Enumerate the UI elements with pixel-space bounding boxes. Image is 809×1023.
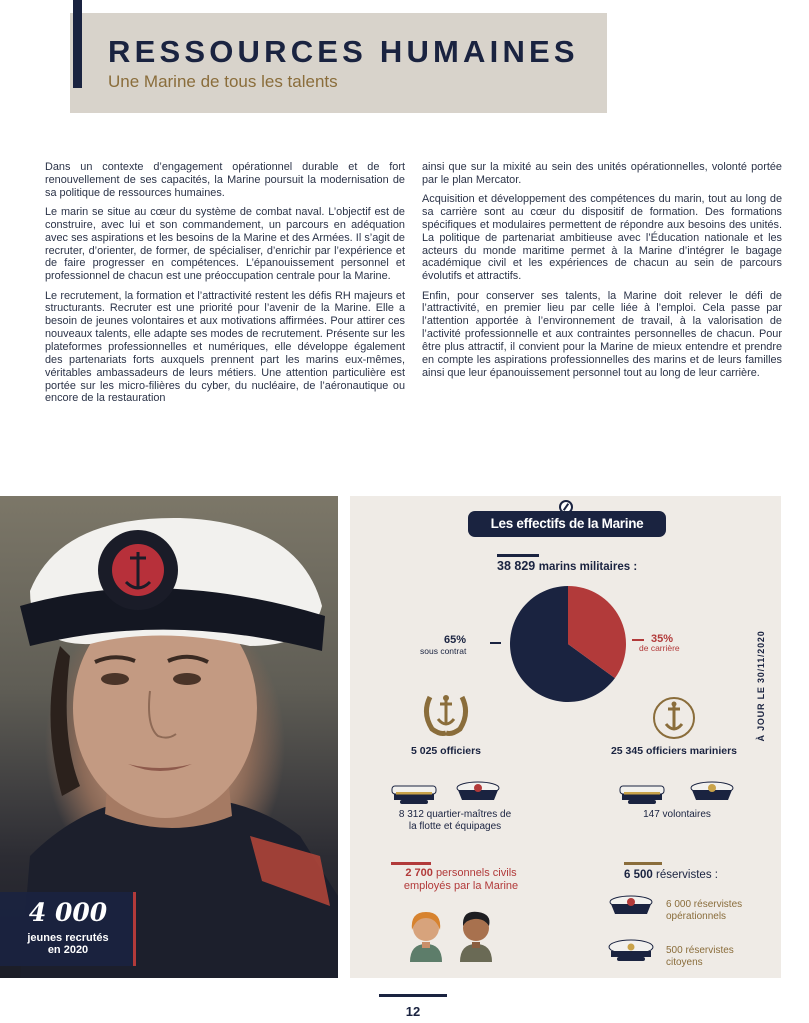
res-op-line: opérationnels — [666, 911, 727, 922]
leader-line — [632, 639, 644, 641]
reservistes-label: réservistes : — [655, 869, 718, 881]
pie-right-label: de carrière — [639, 643, 680, 653]
res-cit-line: citoyens — [666, 957, 703, 968]
reservistes-operationnels — [666, 899, 742, 923]
infographic-title: Les effectifs de la Marine — [468, 511, 666, 537]
infographic-panel: Les effectifs de la Marine À JOUR LE 30/11/2020 38 829 marins militaires : 65% sous contrat 35% de carrière 5 025 officiers 25 345 officiers mariniers 8 312 quartier-maîtres de la flotte et équipages 147 volontaires 2 700 personnels civils employés par la Marine 6 500 réservistes : 6 000 réservistes opérationnels 500 réservistes citoyens — [350, 496, 781, 978]
reservistes-number: 6 500 — [624, 869, 653, 881]
sailor-cap-icon — [454, 780, 502, 804]
officers-anchor-wreath-icon — [420, 689, 472, 737]
paragraph: Le marin se situe au cœur du système de combat naval. L’objectif est de construire, avec lui et son commandement, un parcours en adéquation avec ses aspirations et les besoins de la Marine et des Armées. Il s’agit de recruter, d’orienter, de former, de spécialiser, d’enrichir par l’expérience et de faire progresser en compétences. L’épanouissement personnel et professionnel de chacun est une préoccupation centrale pour la Marine. — [45, 206, 405, 283]
civils-line: employés par la Marine — [403, 880, 519, 892]
qm-line: 8 312 quartier-maîtres de — [398, 809, 512, 820]
divider — [497, 554, 539, 557]
paragraph: Dans un contexte d’engagement opérationnel durable et de fort renouvellement de ses capacités, la Marine poursuit la modernisation de sa politique de ressources humaines. — [45, 161, 405, 199]
paragraph: Le recrutement, la formation et l’attractivité restent les défis RH majeurs et structurants. Recruter est une priorité pour l’avenir de la Marine. Elle a besoin de jeunes volontaires et aux motivations affirmées. Pour attirer ces nouveaux talents, elle adapte ses modes de recrutement. Présente sur les plateformes professionnelles et numériques, elle développe également des partenariats forts auxquels prennent part les marins eux-mêmes, véritables ambassadeurs de leurs métiers. Une attention particulière est portée sur les micro-filières du cyber, du nucléaire, de l’aéronautique ou encore de la restauration — [45, 289, 405, 405]
sailor-photo — [0, 496, 338, 978]
volontaires-count: 147 volontaires — [643, 809, 711, 820]
res-op-line: 6 000 réservistes — [666, 899, 743, 910]
pie-left-pct: 65% — [444, 634, 467, 646]
leader-line — [490, 642, 501, 644]
military-pie-chart — [508, 584, 628, 704]
civils-number: 2 700 — [405, 867, 433, 879]
pie-left-label: sous contrat — [420, 646, 467, 656]
text-column-right — [422, 161, 782, 386]
pie-right-pct: 35% — [651, 633, 674, 645]
recruits-label — [0, 932, 136, 956]
reserve-cap-icon — [607, 894, 655, 918]
paragraph: Enfin, pour conserver ses talents, la Marine doit relever le défi de l’attractivité, en premier lieu par celle liée à l’emploi. Cela passe par l’attention apportée à l’environnement de travail, à la valorisation de l’activité professionnelle et aux contraintes personnelles de chacun. Pour être plus attractif, il convient pour la Marine de mieux entendre et prendre en compte les aspirations professionnelles des marins et de leurs familles ainsi que leur épanouissement personnel tout au long de leur carrière. — [422, 289, 782, 379]
civils-line: personnels civils — [435, 867, 517, 879]
text-column-left — [45, 161, 405, 412]
officiers-mariniers-anchor-icon — [652, 696, 696, 740]
divider — [624, 862, 662, 865]
recruits-stat-box — [0, 892, 136, 966]
officiers-mariniers-count: 25 345 officiers mariniers — [610, 745, 738, 757]
man-civilian-icon — [454, 906, 498, 962]
military-total-label: marins militaires : — [538, 561, 638, 573]
paragraph: ainsi que sur la mixité au sein des unités opérationnelles, volonté portée par le plan Mercator. — [422, 161, 782, 186]
divider — [391, 862, 431, 865]
officer-cap-icon — [390, 782, 438, 806]
quartier-maitres-count — [390, 809, 520, 833]
page-title: RESSOURCES HUMAINES — [108, 34, 579, 69]
page-subtitle: Une Marine de tous les talents — [108, 72, 338, 91]
sailor-cap-icon — [688, 780, 736, 804]
res-cit-line: 500 réservistes — [666, 945, 734, 956]
citizen-reserve-cap-icon — [607, 938, 655, 964]
reservistes-citoyens — [666, 945, 734, 969]
civils-count — [391, 867, 531, 893]
reservistes-count — [624, 869, 718, 881]
officer-cap-icon — [618, 782, 666, 806]
military-total-number: 38 829 — [497, 559, 536, 573]
paragraph: Acquisition et développement des compétences du marin, tout au long de sa carrière sont au cœur du dispositif de formation. Des formations spécifiques et modulaires permettent de répondre aux besoins des unités. La politique de partenariat ambitieuse avec l’Éducation nationale et les acteurs du monde maritime permet à la Marine d’intégrer le bagage académique civil et les expériences de chacun au sein de parcours évolutifs et attractifs. — [422, 193, 782, 283]
header-accent-bar — [73, 0, 82, 88]
officers-count: 5 025 officiers — [410, 745, 482, 757]
recruits-label-line: jeunes recrutés — [27, 932, 109, 944]
woman-civilian-icon — [404, 906, 448, 962]
recruits-label-line: en 2020 — [47, 944, 89, 956]
qm-line: la flotte et équipages — [408, 821, 502, 832]
recruits-number: 4 000 — [28, 898, 108, 927]
military-total — [497, 559, 637, 573]
page-number: 12 — [379, 994, 447, 1019]
